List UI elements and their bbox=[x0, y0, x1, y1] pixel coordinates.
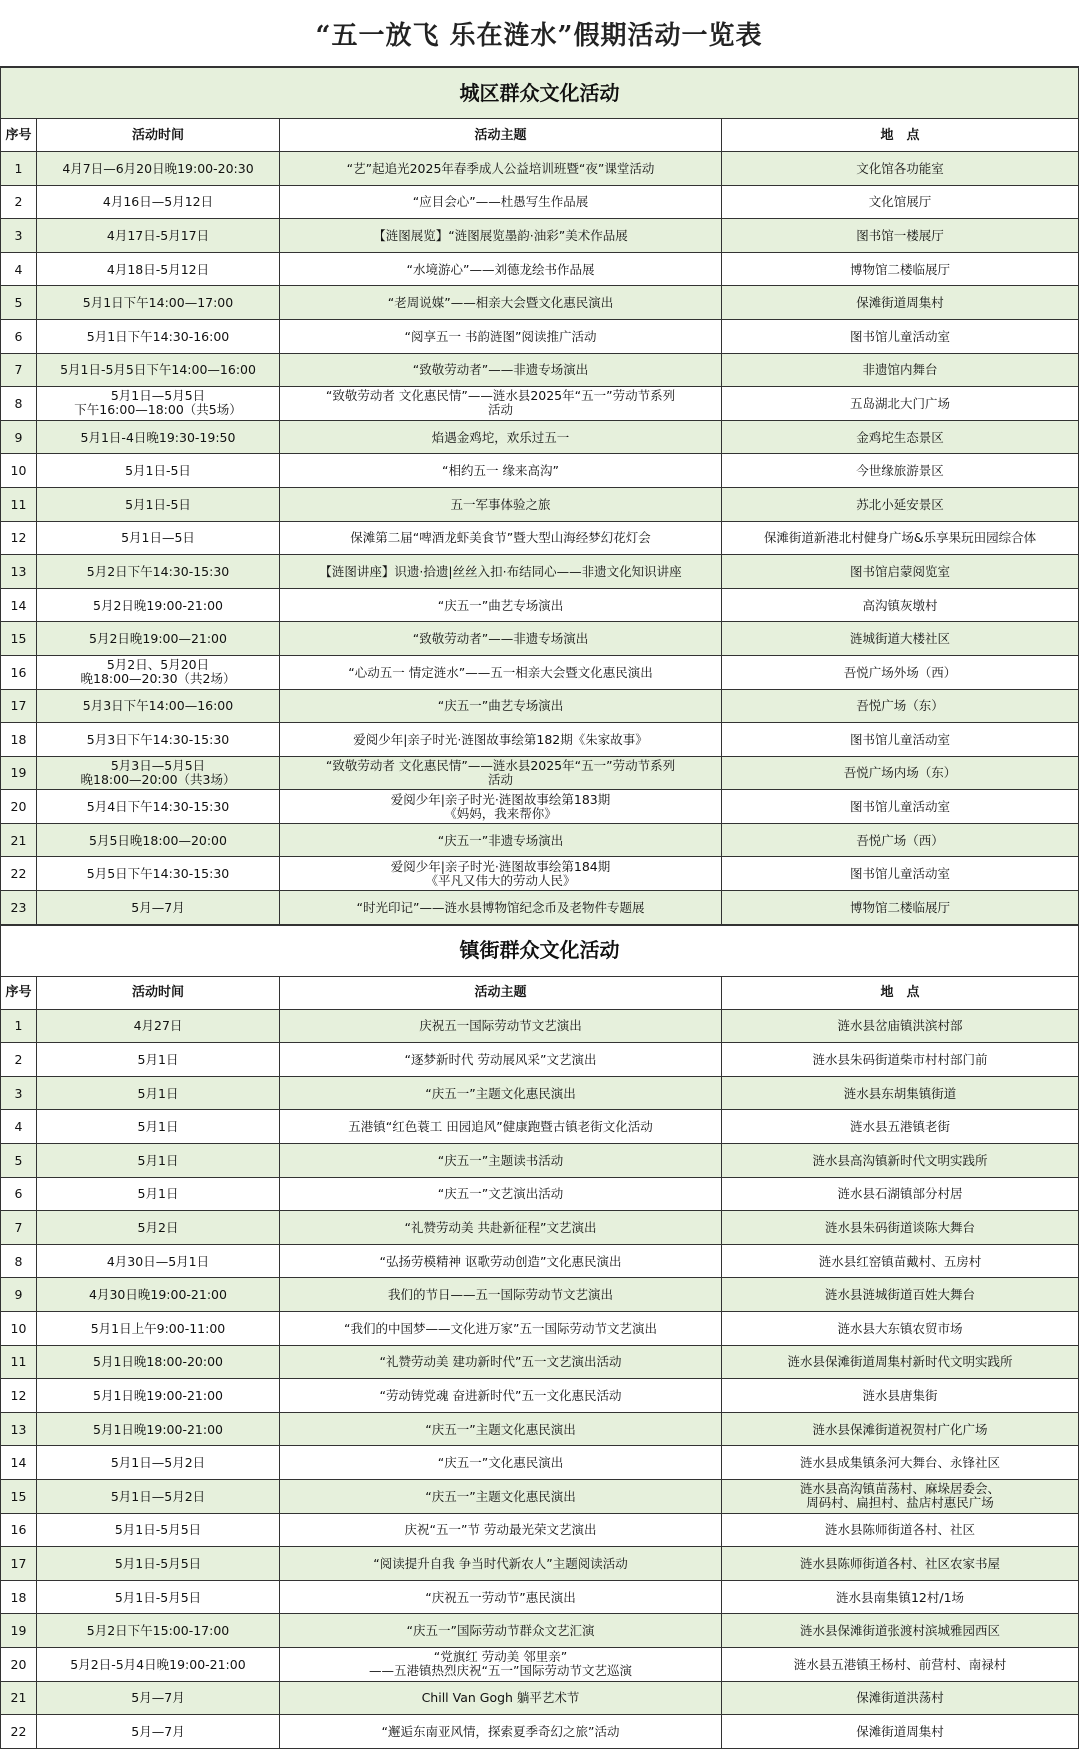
activity-theme: “我们的中国梦——文化进万家”五一国际劳动节文艺演出 bbox=[280, 1312, 722, 1346]
activity-theme: 爱阅少年|亲子时光·涟图故事绘第184期 《平凡又伟大的劳动人民》 bbox=[280, 857, 722, 891]
activity-place: 涟水县涟城街道百姓大舞台 bbox=[722, 1278, 1079, 1312]
activity-time: 5月1日晚19:00-21:00 bbox=[37, 1412, 280, 1446]
table-row bbox=[1, 1479, 1079, 1513]
activity-theme: 我们的节日——五一国际劳动节文艺演出 bbox=[280, 1278, 722, 1312]
activity-theme: 庆祝五一国际劳动节文艺演出 bbox=[280, 1009, 722, 1043]
activity-theme: “水境游心”——刘德龙绘书作品展 bbox=[280, 252, 722, 286]
table-row bbox=[1, 689, 1079, 723]
activity-table bbox=[0, 66, 1079, 1749]
activity-time: 5月1日 bbox=[37, 1144, 280, 1178]
activity-time: 5月2日下午14:30-15:30 bbox=[37, 555, 280, 589]
table-row bbox=[1, 1211, 1079, 1245]
row-number: 4 bbox=[1, 1110, 37, 1144]
row-number: 22 bbox=[1, 857, 37, 891]
activity-time: 5月1日下午14:00—17:00 bbox=[37, 286, 280, 320]
activity-place: 金鸡坨生态景区 bbox=[722, 420, 1079, 454]
activity-theme: 庆祝“五一”节 劳动最光荣文艺演出 bbox=[280, 1513, 722, 1547]
table-row bbox=[1, 790, 1079, 824]
activity-time: 5月1日-4日晚19:30-19:50 bbox=[37, 420, 280, 454]
activity-theme: 保滩第二届“啤酒龙虾美食节”暨大型山海经梦幻花灯会 bbox=[280, 521, 722, 555]
activity-place: 图书馆儿童活动室 bbox=[722, 723, 1079, 757]
activity-place: 涟水县保滩街道张渡村滨城雅园西区 bbox=[722, 1614, 1079, 1648]
activity-time: 5月2日晚19:00-21:00 bbox=[37, 588, 280, 622]
table-row bbox=[1, 1244, 1079, 1278]
activity-theme: “艺”起追光2025年春季成人公益培训班暨“夜”课堂活动 bbox=[280, 152, 722, 186]
activity-theme: “应目会心”——杜愚写生作品展 bbox=[280, 185, 722, 219]
activity-place: 涟水县唐集街 bbox=[722, 1379, 1079, 1413]
row-number: 14 bbox=[1, 588, 37, 622]
activity-theme: “致敬劳动者”——非遗专场演出 bbox=[280, 353, 722, 387]
table-row bbox=[1, 1076, 1079, 1110]
row-number: 11 bbox=[1, 1345, 37, 1379]
activity-time: 5月1日-5日 bbox=[37, 454, 280, 488]
activity-time: 5月3日下午14:00—16:00 bbox=[37, 689, 280, 723]
activity-place: 保滩街道洪荡村 bbox=[722, 1681, 1079, 1715]
activity-time: 5月1日-5日 bbox=[37, 487, 280, 521]
section-title: 镇街群众文化活动 bbox=[1, 925, 1079, 977]
activity-time: 5月—7月 bbox=[37, 1715, 280, 1749]
row-number: 15 bbox=[1, 1479, 37, 1513]
activity-theme: “阅享五一 书韵涟图”阅读推广活动 bbox=[280, 319, 722, 353]
activity-time: 5月1日上午9:00-11:00 bbox=[37, 1312, 280, 1346]
activity-place: 博物馆二楼临展厅 bbox=[722, 252, 1079, 286]
activity-theme: “致敬劳动者 文化惠民情”——涟水县2025年“五一”劳动节系列 活动 bbox=[280, 387, 722, 421]
table-row bbox=[1, 857, 1079, 891]
activity-theme: “礼赞劳动美 建功新时代”五一文艺演出活动 bbox=[280, 1345, 722, 1379]
activity-time: 4月30日—5月1日 bbox=[37, 1244, 280, 1278]
table-row bbox=[1, 1412, 1079, 1446]
table-row bbox=[1, 286, 1079, 320]
row-number: 2 bbox=[1, 185, 37, 219]
activity-place: 涟水县成集镇条河大舞台、永锋社区 bbox=[722, 1446, 1079, 1480]
table-row bbox=[1, 1446, 1079, 1480]
table-row bbox=[1, 1614, 1079, 1648]
activity-place: 博物馆二楼临展厅 bbox=[722, 891, 1079, 925]
activity-place: 涟水县陈师街道各村、社区农家书屋 bbox=[722, 1547, 1079, 1581]
activity-place: 涟水县石湖镇部分村居 bbox=[722, 1177, 1079, 1211]
table-row bbox=[1, 823, 1079, 857]
activity-theme: “庆祝五一劳动节”惠民演出 bbox=[280, 1580, 722, 1614]
activity-place: 吾悦广场外场（西） bbox=[722, 655, 1079, 689]
section-header bbox=[1, 67, 1079, 119]
activity-place: 图书馆启蒙阅览室 bbox=[722, 555, 1079, 589]
activity-time: 5月1日-5月5日下午14:00—16:00 bbox=[37, 353, 280, 387]
activity-time: 5月2日、5月20日 晚18:00—20:30（共2场） bbox=[37, 655, 280, 689]
activity-time: 5月1日 bbox=[37, 1076, 280, 1110]
activity-time: 5月1日—5日 bbox=[37, 521, 280, 555]
activity-theme: “庆五一”文化惠民演出 bbox=[280, 1446, 722, 1480]
table-row bbox=[1, 1379, 1079, 1413]
table-row bbox=[1, 152, 1079, 186]
activity-theme: 【涟图展览】“涟图展览墨韵·油彩”美术作品展 bbox=[280, 219, 722, 253]
activity-time: 5月5日下午14:30-15:30 bbox=[37, 857, 280, 891]
activity-place: 吾悦广场内场（东） bbox=[722, 756, 1079, 790]
table-row bbox=[1, 185, 1079, 219]
activity-place: 涟水县陈师街道各村、社区 bbox=[722, 1513, 1079, 1547]
activity-time: 4月18日-5月12日 bbox=[37, 252, 280, 286]
activity-place: 涟水县岔庙镇洪滨村部 bbox=[722, 1009, 1079, 1043]
table-row bbox=[1, 420, 1079, 454]
activity-place: 高沟镇灰墩村 bbox=[722, 588, 1079, 622]
activity-time: 5月2日晚19:00—21:00 bbox=[37, 622, 280, 656]
row-number: 5 bbox=[1, 1144, 37, 1178]
activity-time: 5月1日下午14:30-16:00 bbox=[37, 319, 280, 353]
activity-theme: “庆五一”主题文化惠民演出 bbox=[280, 1076, 722, 1110]
row-number: 6 bbox=[1, 1177, 37, 1211]
activity-time: 5月1日-5月5日 bbox=[37, 1513, 280, 1547]
activity-time: 5月2日 bbox=[37, 1211, 280, 1245]
activity-place: 吾悦广场（西） bbox=[722, 823, 1079, 857]
table-row bbox=[1, 1312, 1079, 1346]
activity-theme: “庆五一”主题文化惠民演出 bbox=[280, 1479, 722, 1513]
row-number: 16 bbox=[1, 1513, 37, 1547]
row-number: 8 bbox=[1, 387, 37, 421]
activity-theme: “庆五一”国际劳动节群众文艺汇演 bbox=[280, 1614, 722, 1648]
activity-place: 今世缘旅游景区 bbox=[722, 454, 1079, 488]
activity-place: 涟水县朱码街道谈陈大舞台 bbox=[722, 1211, 1079, 1245]
table-row bbox=[1, 353, 1079, 387]
activity-place: 涟水县南集镇12村/1场 bbox=[722, 1580, 1079, 1614]
column-header-place: 地 点 bbox=[722, 119, 1079, 152]
column-header-time: 活动时间 bbox=[37, 119, 280, 152]
row-number: 13 bbox=[1, 1412, 37, 1446]
activity-time: 4月16日—5月12日 bbox=[37, 185, 280, 219]
table-row bbox=[1, 1681, 1079, 1715]
activity-place: 图书馆儿童活动室 bbox=[722, 857, 1079, 891]
activity-theme: “相约五一 缘来高沟” bbox=[280, 454, 722, 488]
column-header-theme: 活动主题 bbox=[280, 976, 722, 1009]
activity-theme: “庆五一”曲艺专场演出 bbox=[280, 588, 722, 622]
activity-time: 5月—7月 bbox=[37, 1681, 280, 1715]
column-header-theme: 活动主题 bbox=[280, 119, 722, 152]
activity-place: 保滩街道周集村 bbox=[722, 286, 1079, 320]
activity-theme: “致敬劳动者 文化惠民情”——涟水县2025年“五一”劳动节系列 活动 bbox=[280, 756, 722, 790]
activity-theme: “时光印记”——涟水县博物馆纪念币及老物件专题展 bbox=[280, 891, 722, 925]
activity-time: 5月—7月 bbox=[37, 891, 280, 925]
row-number: 9 bbox=[1, 420, 37, 454]
activity-time: 5月3日下午14:30-15:30 bbox=[37, 723, 280, 757]
activity-theme: “党旗红 劳动美 邻里亲” ——五港镇热烈庆祝“五一”国际劳动节文艺巡演 bbox=[280, 1647, 722, 1681]
activity-time: 5月4日下午14:30-15:30 bbox=[37, 790, 280, 824]
table-row bbox=[1, 487, 1079, 521]
table-row bbox=[1, 1547, 1079, 1581]
row-number: 12 bbox=[1, 521, 37, 555]
row-number: 1 bbox=[1, 1009, 37, 1043]
activity-time: 5月5日晚18:00—20:00 bbox=[37, 823, 280, 857]
table-row bbox=[1, 521, 1079, 555]
row-number: 12 bbox=[1, 1379, 37, 1413]
activity-time: 4月30日晚19:00-21:00 bbox=[37, 1278, 280, 1312]
activity-theme: “致敬劳动者”——非遗专场演出 bbox=[280, 622, 722, 656]
table-row bbox=[1, 891, 1079, 925]
activity-place: 涟水县大东镇农贸市场 bbox=[722, 1312, 1079, 1346]
table-row bbox=[1, 756, 1079, 790]
activity-theme: “阅读提升自我 争当时代新农人”主题阅读活动 bbox=[280, 1547, 722, 1581]
row-number: 18 bbox=[1, 1580, 37, 1614]
table-row bbox=[1, 319, 1079, 353]
activity-theme: 【涟图讲座】识遗·拾遗|丝丝入扣·布结同心——非遗文化知识讲座 bbox=[280, 555, 722, 589]
activity-time: 5月1日晚19:00-21:00 bbox=[37, 1379, 280, 1413]
activity-theme: “老周说媒”——相亲大会暨文化惠民演出 bbox=[280, 286, 722, 320]
activity-theme: 爱阅少年|亲子时光·涟图故事绘第183期 《妈妈，我来帮你》 bbox=[280, 790, 722, 824]
row-number: 17 bbox=[1, 689, 37, 723]
table-row bbox=[1, 1278, 1079, 1312]
column-header-time: 活动时间 bbox=[37, 976, 280, 1009]
activity-theme: “庆五一”主题读书活动 bbox=[280, 1144, 722, 1178]
activity-place: 保滩街道周集村 bbox=[722, 1715, 1079, 1749]
row-number: 18 bbox=[1, 723, 37, 757]
activity-theme: “庆五一”主题文化惠民演出 bbox=[280, 1412, 722, 1446]
activity-time: 5月3日—5月5日 晚18:00—20:00（共3场） bbox=[37, 756, 280, 790]
row-number: 23 bbox=[1, 891, 37, 925]
activity-time: 5月2日-5月4日晚19:00-21:00 bbox=[37, 1647, 280, 1681]
page-title: “五一放飞 乐在涟水”假期活动一览表 bbox=[315, 20, 763, 51]
table-row bbox=[1, 723, 1079, 757]
row-number: 19 bbox=[1, 1614, 37, 1648]
activity-place: 图书馆一楼展厅 bbox=[722, 219, 1079, 253]
table-row bbox=[1, 1177, 1079, 1211]
activity-place: 涟水县五港镇王杨村、前营村、南禄村 bbox=[722, 1647, 1079, 1681]
table-row bbox=[1, 252, 1079, 286]
activity-theme: 五一军事体验之旅 bbox=[280, 487, 722, 521]
activity-theme: “逐梦新时代 劳动展风采”文艺演出 bbox=[280, 1043, 722, 1077]
column-header-place: 地 点 bbox=[722, 976, 1079, 1009]
activity-place: 图书馆儿童活动室 bbox=[722, 319, 1079, 353]
row-number: 17 bbox=[1, 1547, 37, 1581]
activity-time: 4月27日 bbox=[37, 1009, 280, 1043]
activity-time: 5月1日 bbox=[37, 1043, 280, 1077]
table-row bbox=[1, 1043, 1079, 1077]
section-title: 城区群众文化活动 bbox=[1, 67, 1079, 119]
activity-place: 苏北小延安景区 bbox=[722, 487, 1079, 521]
activity-time: 5月1日 bbox=[37, 1177, 280, 1211]
row-number: 3 bbox=[1, 1076, 37, 1110]
table-row bbox=[1, 588, 1079, 622]
table-row bbox=[1, 1513, 1079, 1547]
activity-place: 涟水县红窑镇苗戴村、五房村 bbox=[722, 1244, 1079, 1278]
activity-theme: “弘扬劳模精神 讴歌劳动创造”文化惠民演出 bbox=[280, 1244, 722, 1278]
row-number: 7 bbox=[1, 1211, 37, 1245]
row-number: 20 bbox=[1, 1647, 37, 1681]
activity-theme: 焰遇金鸡坨，欢乐过五一 bbox=[280, 420, 722, 454]
activity-theme: “劳动铸党魂 奋进新时代”五一文化惠民活动 bbox=[280, 1379, 722, 1413]
row-number: 13 bbox=[1, 555, 37, 589]
table-row bbox=[1, 1345, 1079, 1379]
section-header bbox=[1, 925, 1079, 977]
activity-time: 5月1日 bbox=[37, 1110, 280, 1144]
activity-time: 5月1日—5月5日 下午16:00—18:00（共5场） bbox=[37, 387, 280, 421]
row-number: 10 bbox=[1, 1312, 37, 1346]
activity-theme: 爱阅少年|亲子时光·涟图故事绘第182期《朱家故事》 bbox=[280, 723, 722, 757]
row-number: 21 bbox=[1, 823, 37, 857]
row-number: 4 bbox=[1, 252, 37, 286]
activity-theme: “庆五一”曲艺专场演出 bbox=[280, 689, 722, 723]
activity-place: 文化馆展厅 bbox=[722, 185, 1079, 219]
row-number: 15 bbox=[1, 622, 37, 656]
activity-place: 图书馆儿童活动室 bbox=[722, 790, 1079, 824]
activity-place: 吾悦广场（东） bbox=[722, 689, 1079, 723]
activity-theme: “心动五一 情定涟水”——五一相亲大会暨文化惠民演出 bbox=[280, 655, 722, 689]
row-number: 19 bbox=[1, 756, 37, 790]
table-row bbox=[1, 655, 1079, 689]
column-header-no: 序号 bbox=[1, 976, 37, 1009]
activity-place: 涟水县保滩街道祝贺村广化广场 bbox=[722, 1412, 1079, 1446]
row-number: 21 bbox=[1, 1681, 37, 1715]
activity-theme: “庆五一”非遗专场演出 bbox=[280, 823, 722, 857]
column-header-row bbox=[1, 976, 1079, 1009]
activity-place: 涟水县保滩街道周集村新时代文明实践所 bbox=[722, 1345, 1079, 1379]
row-number: 22 bbox=[1, 1715, 37, 1749]
activity-time: 5月1日晚18:00-20:00 bbox=[37, 1345, 280, 1379]
activity-place: 五岛湖北大门广场 bbox=[722, 387, 1079, 421]
activity-time: 5月2日下午15:00-17:00 bbox=[37, 1614, 280, 1648]
activity-place: 文化馆各功能室 bbox=[722, 152, 1079, 186]
table-row bbox=[1, 219, 1079, 253]
activity-place: 涟水县高沟镇苗荡村、麻垛居委会、 周码村、扁担村、盐店村惠民广场 bbox=[722, 1479, 1079, 1513]
row-number: 9 bbox=[1, 1278, 37, 1312]
activity-place: 涟水县朱码街道柴市村村部门前 bbox=[722, 1043, 1079, 1077]
activity-time: 5月1日—5月2日 bbox=[37, 1479, 280, 1513]
table-row bbox=[1, 1580, 1079, 1614]
table-row bbox=[1, 1647, 1079, 1681]
table-row bbox=[1, 555, 1079, 589]
row-number: 5 bbox=[1, 286, 37, 320]
row-number: 7 bbox=[1, 353, 37, 387]
row-number: 3 bbox=[1, 219, 37, 253]
activity-theme: “邂逅东南亚风情，探索夏季奇幻之旅”活动 bbox=[280, 1715, 722, 1749]
table-row bbox=[1, 1144, 1079, 1178]
activity-place: 涟城街道大楼社区 bbox=[722, 622, 1079, 656]
row-number: 14 bbox=[1, 1446, 37, 1480]
activity-time: 5月1日—5月2日 bbox=[37, 1446, 280, 1480]
activity-place: 涟水县高沟镇新时代文明实践所 bbox=[722, 1144, 1079, 1178]
activity-theme: Chill Van Gogh 躺平艺术节 bbox=[280, 1681, 722, 1715]
column-header-no: 序号 bbox=[1, 119, 37, 152]
table-row bbox=[1, 454, 1079, 488]
activity-time: 5月1日-5月5日 bbox=[37, 1547, 280, 1581]
table-row bbox=[1, 1110, 1079, 1144]
row-number: 20 bbox=[1, 790, 37, 824]
row-number: 11 bbox=[1, 487, 37, 521]
activity-theme: “礼赞劳动美 共赴新征程”文艺演出 bbox=[280, 1211, 722, 1245]
row-number: 2 bbox=[1, 1043, 37, 1077]
table-row bbox=[1, 1009, 1079, 1043]
column-header-row bbox=[1, 119, 1079, 152]
row-number: 10 bbox=[1, 454, 37, 488]
activity-time: 5月1日-5月5日 bbox=[37, 1580, 280, 1614]
row-number: 6 bbox=[1, 319, 37, 353]
activity-place: 涟水县东胡集镇街道 bbox=[722, 1076, 1079, 1110]
activity-theme: “庆五一”文艺演出活动 bbox=[280, 1177, 722, 1211]
row-number: 8 bbox=[1, 1244, 37, 1278]
activity-time: 4月17日-5月17日 bbox=[37, 219, 280, 253]
table-row bbox=[1, 622, 1079, 656]
activity-place: 非遗馆内舞台 bbox=[722, 353, 1079, 387]
table-row bbox=[1, 1715, 1079, 1749]
row-number: 1 bbox=[1, 152, 37, 186]
activity-theme: 五港镇“红色蓑工 田园追风”健康跑暨古镇老街文化活动 bbox=[280, 1110, 722, 1144]
activity-place: 涟水县五港镇老街 bbox=[722, 1110, 1079, 1144]
activity-place: 保滩街道新港北村健身广场&乐享果玩田园综合体 bbox=[722, 521, 1079, 555]
table-row bbox=[1, 387, 1079, 421]
row-number: 16 bbox=[1, 655, 37, 689]
activity-time: 4月7日—6月20日晚19:00-20:30 bbox=[37, 152, 280, 186]
